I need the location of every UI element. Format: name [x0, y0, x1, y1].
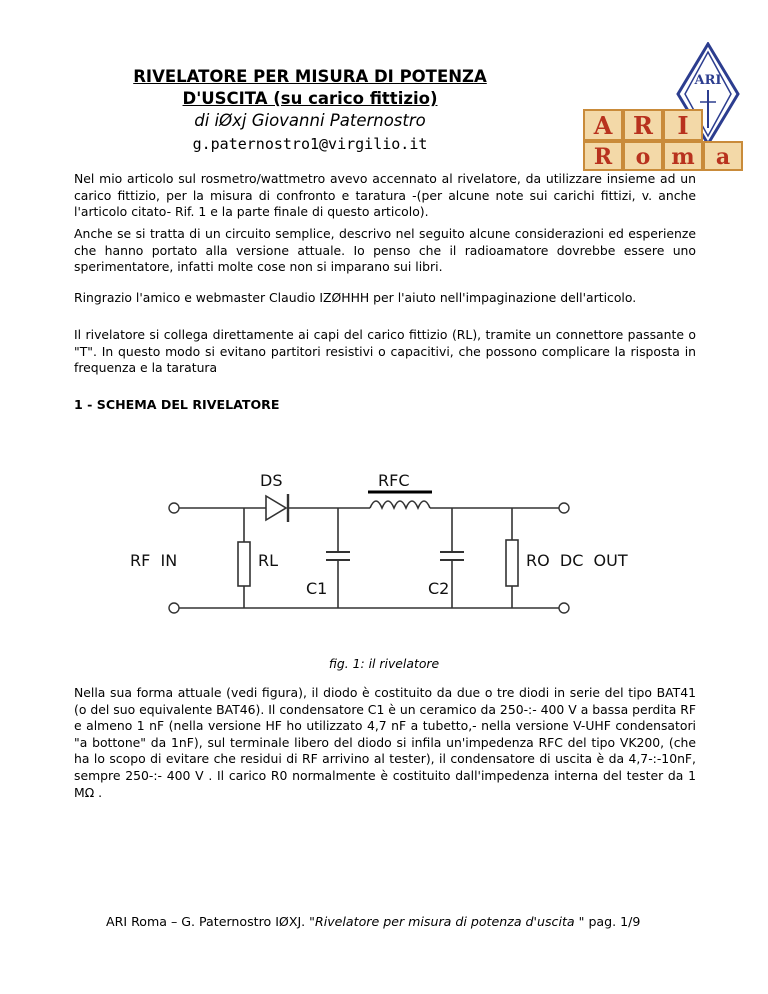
- label-rfc: RFC: [378, 471, 410, 490]
- paragraph-description: [74, 685, 696, 801]
- diode-symbol: [266, 496, 286, 520]
- author: di iØxj Giovanni Paternostro: [194, 111, 426, 130]
- logo-letter-i: I: [677, 111, 689, 140]
- rf-in-terminal-bottom: [169, 603, 179, 613]
- logo-diamond-letters: ARI: [694, 73, 722, 88]
- figure-caption: fig. 1: il rivelatore: [328, 656, 440, 671]
- title-line-2: D'USCITA (su carico fittizio): [182, 89, 438, 108]
- logo-letter-a: A: [593, 111, 613, 140]
- logo-letter-r: R: [633, 111, 653, 140]
- rfc-coil: [370, 501, 430, 508]
- paragraph-intro: [74, 171, 696, 221]
- section-heading: 1 - SCHEMA DEL RIVELATORE: [74, 397, 280, 412]
- logo-letter-m: m: [671, 144, 695, 170]
- paragraph-1-text: Nel mio articolo sul rosmetro/wattmetro avevo accennato al rivelatore, da utilizzare insieme ad un carico fittizio, per la misura di confronto e taratura -(per alcune note sui carichi fittizi, v. anche l'articolo citato- Rif. 1 e la parte finale di questo articolo).: [74, 171, 696, 220]
- label-rf-in: RF IN: [130, 551, 178, 570]
- footer-title: Rivelatore per misura di potenza d'uscita: [314, 914, 575, 929]
- footer-page-number: " pag. 1/9: [574, 914, 641, 929]
- paragraph-4-text: Il rivelatore si collega direttamente ai capi del carico fittizio (RL), tramite un connettore passante o "T". In questo modo si evitano partitori resistivi o capacitivi, che possono complicare la risposta in frequenza e la taratura: [74, 327, 696, 376]
- logo-letter-r2: R: [593, 144, 613, 170]
- label-rl: RL: [258, 551, 279, 570]
- detector-schematic: [120, 460, 650, 630]
- rf-in-terminal-top: [169, 503, 179, 513]
- paragraph-thanks: [74, 290, 696, 307]
- ro-resistor: [506, 540, 518, 586]
- footer-prefix: ARI Roma – G. Paternostro IØXJ. ": [106, 914, 315, 929]
- paragraph-3-text: Ringrazio l'amico e webmaster Claudio IZØHHH per l'aiuto nell'impaginazione dell'articolo.: [74, 290, 637, 305]
- paragraph-connection: [74, 327, 696, 377]
- title-line-1: RIVELATORE PER MISURA DI POTENZA: [133, 67, 487, 86]
- title-block: [60, 66, 560, 156]
- label-c2: C2: [428, 579, 450, 598]
- paragraph-experience: [74, 226, 696, 276]
- author-email: g.paternostro1@virgilio.it: [192, 135, 428, 153]
- logo-bottom-row: [584, 142, 742, 170]
- logo-letter-a2: a: [715, 144, 731, 170]
- label-c1: C1: [306, 579, 328, 598]
- dc-out-terminal-bottom: [559, 603, 569, 613]
- paragraph-2-text: Anche se si tratta di un circuito semplice, descrivo nel seguito alcune considerazioni ed esperienze che hanno portato alla versione attuale. Io penso che il radioamatore dovrebbe essere uno sperimentatore, infatti molte cose non si imparano sui libri.: [74, 226, 696, 275]
- ari-roma-logo: [578, 42, 748, 172]
- rl-resistor: [238, 542, 250, 586]
- logo-top-row: [584, 110, 702, 140]
- label-ds: DS: [260, 471, 283, 490]
- label-ro-dc-out: RO DC OUT: [526, 551, 628, 570]
- logo-letter-o: o: [635, 144, 651, 170]
- page-footer: [106, 914, 640, 929]
- dc-out-terminal-top: [559, 503, 569, 513]
- paragraph-5-text: Nella sua forma attuale (vedi figura), il diodo è costituito da due o tre diodi in serie del tipo BAT41 (o del suo equivalente BAT46). Il condensatore C1 è un ceramico da 250-:- 400 V a bassa perdita RF e almeno 1 nF (nella versione HF ho utilizzato 4,7 nF a tubetto,- nella versione V-UHF condensatori "a bottone" da 1nF), sul terminale libero del diodo si infila un'impedenza RFC del tipo VK200, (che ha lo scopo di evitare che residui di RF arrivino al tester), il condensatore di uscita è da 4,7-:-10nF, sempre 250-:- 400 V . Il carico R0 normalmente è costituito dall'impedenza interna del tester da 1 MΩ .: [74, 685, 696, 800]
